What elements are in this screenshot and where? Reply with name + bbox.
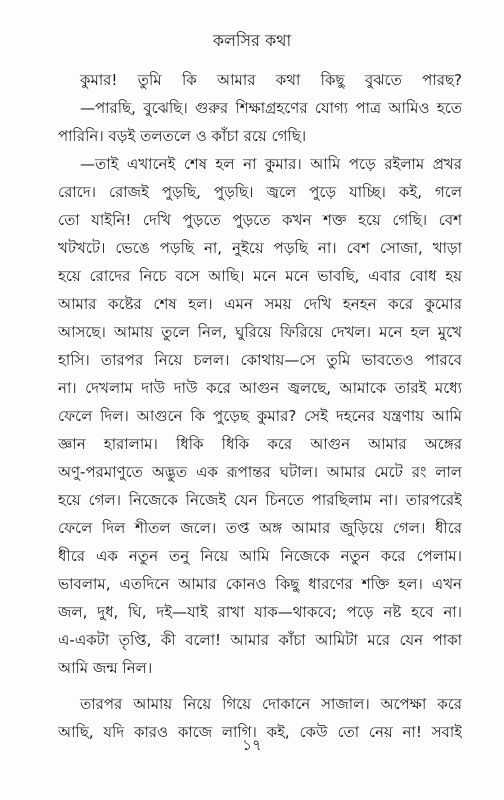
paragraph-line: রোদে। রোজই পুড়ছি, পুড়ছি। জ্বলে পুড়ে যাচ্ছি। কই, গলে <box>58 183 462 201</box>
paragraph-line: ধীরে এক নতুন তনু নিয়ে আমি নিজেকে নতুন করে পেলাম। <box>58 547 462 565</box>
paragraph-line: খটখটে। ভেঙে পড়ছি না, নুইয়ে পড়ছি না। বেশ সোজা, খাড়া <box>58 239 462 257</box>
paragraph-line: এ-একটা তৃপ্তি, কী বলো! আমার কাঁচা আমিটা মরে যেন পাকা <box>58 631 462 649</box>
paragraph-line: তারপর আমায় নিয়ে গিয়ে দোকানে সাজাল। অপেক্ষা করে <box>80 695 462 713</box>
paragraph-line: অণু-পরমাণুতে অদ্ভুত এক রূপান্তর ঘটাল। আমার মেটে রং লাল <box>58 463 462 481</box>
paragraph-line: পারিনি। বড়ই তলতলে ও কাঁচা রয়ে গেছি। <box>58 127 307 145</box>
paragraph-line: আছি, যদি কারও কাজে লাগি। কই, কেউ তো নেয় না! সবাই <box>58 723 462 741</box>
paragraph-line: হয়ে গেল। নিজেকে নিজেই যেন চিনতে পারছিলাম না। তারপরেই <box>58 491 462 509</box>
paragraph-line: আমার কষ্টের শেষ হল। এমন সময় দেখি হনহন করে কুমোর <box>58 295 462 313</box>
paragraph-line: —তাই এখানেই শেষ হল না কুমার। আমি পড়ে রইলাম প্রখর <box>80 155 462 173</box>
paragraph-line: না। দেখলাম দাউ দাউ করে আগুন জ্বলছে, আমাকে তারই মধ্যে <box>58 379 462 397</box>
paragraph-line: জল, দুধ, ঘি, দই—যাই রাখা যাক—থাকবে; পড়ে নষ্ট হবে না। <box>58 603 462 621</box>
paragraph-line: ফেলে দিল শীতল জলে। তপ্ত অঙ্গ আমার জুড়িয়ে গেল। ধীরে <box>58 519 462 537</box>
paragraph-line: আমি জন্ম নিল। <box>58 659 153 677</box>
paragraph-line: তো যাইনি! দেখি পুড়তে পুড়তে কখন শক্ত হয়ে গেছি। বেশ <box>58 211 462 229</box>
paragraph-line: ভাবলাম, এতদিনে আমার কোনও কিছু ধারণের শক্তি হল। এখন <box>58 575 462 593</box>
page-number: ১৭ <box>242 736 262 754</box>
page-body-text <box>58 66 462 746</box>
paragraph-line: হাসি। তারপর নিয়ে চলল। কোথায়—সে তুমি ভাবতেও পারবে <box>58 351 462 369</box>
page-title: কলসির কথা <box>212 31 292 50</box>
paragraph-line: ফেলে দিল। আগুনে কি পুড়েছ কুমার? সেই দহনের যন্ত্রণায় আমি <box>58 407 462 425</box>
paragraph-line: —পারছি, বুঝেছি। গুরুর শিক্ষাগ্রহণের যোগ্য পাত্র আমিও হতে <box>80 99 462 117</box>
paragraph-line: আসছে। আমায় তুলে নিল, ঘুরিয়ে ফিরিয়ে দেখল। মনে হল মুখে <box>58 323 462 341</box>
paragraph-line: কুমার! তুমি কি আমার কথা কিছু বুঝতে পারছ? <box>80 71 462 89</box>
paragraph-line: জ্ঞান হারালাম। ধিকি ধিকি করে আগুন আমার অঙ্গের <box>58 435 462 453</box>
paragraph-line: হয়ে রোদের নিচে বসে আছি। মনে মনে ভাবছি, এবার বোধ হয় <box>58 267 462 285</box>
